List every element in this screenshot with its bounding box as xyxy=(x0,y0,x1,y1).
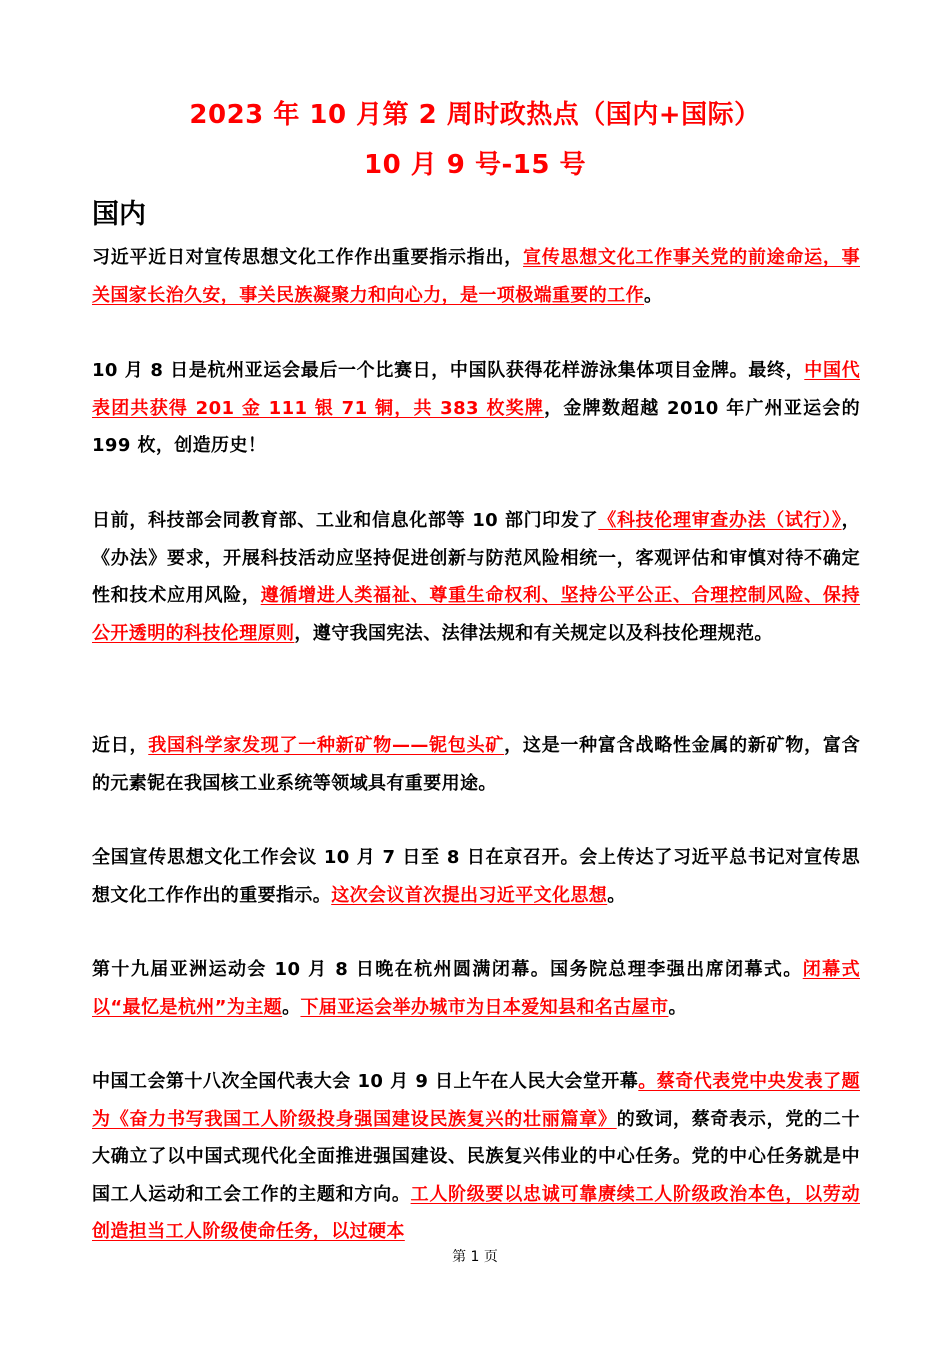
body-text: 近日， xyxy=(92,735,149,756)
highlighted-text: 工人阶级要以忠诚可靠赓续工人阶级政治本色，以劳动创造担当工人阶级使命任务，以过硬本 xyxy=(92,1183,860,1242)
body-text: ，《办法》要求，开展科技活动应坚持促进创新与防范风险相统一，客观评估和审慎对待不确定性和技术应用风险， xyxy=(92,510,860,606)
body-text: 日前，科技部会同教育部、工业和信息化部等 10 部门印发了 xyxy=(92,510,599,531)
highlighted-text: 。蔡奇代表党中央发表了题为《奋力书写我国工人阶级投身强国建设民族复兴的壮丽篇章》 xyxy=(92,1071,860,1130)
section-heading-domestic: 国内 xyxy=(92,199,146,230)
body-text: 习近平近日对宣传思想文化工作作出重要指示指出， xyxy=(92,247,524,268)
highlighted-text: 遵循增进人类福祉、尊重生命权利、坚持公平公正、合理控制风险、保持公开透明的科技伦理原则 xyxy=(92,585,861,644)
news-paragraph xyxy=(92,502,860,652)
body-text: 。 xyxy=(607,884,626,906)
document-date-range: 10 月 9 号-15 号 xyxy=(364,150,586,180)
page-number: 第 1 页 xyxy=(452,1249,498,1265)
news-paragraph xyxy=(92,239,860,314)
document-title: 2023 年 10 月第 2 周时政热点（国内+国际） xyxy=(189,100,761,130)
body-text: ，这是一种富含战略性金属的新矿物，富含的元素铌在我国核工业系统等领域具有重要用途。 xyxy=(92,735,860,794)
body-text: 。 xyxy=(282,996,301,1018)
news-paragraph xyxy=(92,839,860,914)
highlighted-text: 我国科学家发现了一种新矿物——铌包头矿 xyxy=(148,735,505,756)
news-paragraph xyxy=(92,1063,860,1251)
body-text: 全国宣传思想文化工作会议 10 月 7 日至 8 日在京召开。会上传达了习近平总书记对宣传思想文化工作作出的重要指示。 xyxy=(92,847,860,906)
highlighted-text: 这次会议首次提出习近平文化思想 xyxy=(331,884,608,906)
body-text: 中国工会第十八次全国代表大会 10 月 9 日上午在人民大会堂开幕 xyxy=(92,1071,639,1092)
highlighted-text: 宣传思想文化工作事关党的前途命运，事关国家长治久安，事关民族凝聚力和向心力，是一项极端重要的工作 xyxy=(92,247,860,306)
highlighted-text: 下届亚运会举办城市为日本爱知县和名古屋市 xyxy=(300,996,669,1018)
highlighted-text: 闭幕式以“最忆是杭州”为主题 xyxy=(92,959,860,1018)
body-text: ，金牌数超越 2010 年广州亚运会的 199 枚，创造历史！ xyxy=(92,397,860,456)
news-paragraph xyxy=(92,727,860,802)
body-text: 。 xyxy=(644,284,663,306)
body-text: 。 xyxy=(668,996,687,1018)
body-text: 10 月 8 日是杭州亚运会最后一个比赛日，中国队获得花样游泳集体项目金牌。最终， xyxy=(92,360,805,381)
news-paragraph xyxy=(92,951,860,1026)
highlighted-text: 中国代表团共获得 201 金 111 银 71 铜，共 383 枚奖牌 xyxy=(92,360,860,419)
body-text: ，遵守我国宪法、法律法规和有关规定以及科技伦理规范。 xyxy=(294,622,773,644)
body-text: 第十九届亚洲运动会 10 月 8 日晚在杭州圆满闭幕。国务院总理李强出席闭幕式。 xyxy=(92,959,803,980)
highlighted-text: 《科技伦理审查办法（试行）》 xyxy=(598,510,842,531)
news-paragraph xyxy=(92,352,860,465)
body-text: 的致词，蔡奇表示，党的二十大确立了以中国式现代化全面推进强国建设、民族复兴伟业的中心任务。党的中心任务就是中国工人运动和工会工作的主题和方向。 xyxy=(92,1108,860,1205)
